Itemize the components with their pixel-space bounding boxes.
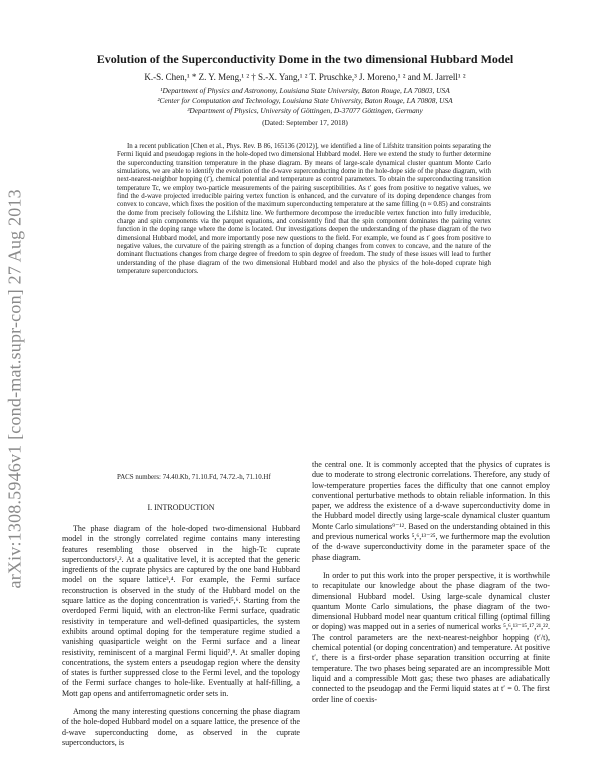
date-line: (Dated: September 17, 2018) xyxy=(262,118,348,127)
right-column xyxy=(312,460,550,705)
arxiv-sidebar xyxy=(2,189,28,590)
paper-title: Evolution of the Superconductivity Dome in the two dimensional Hubbard Model xyxy=(96,52,514,66)
left-column xyxy=(62,524,300,748)
intro-paragraph-4: In order to put this work into the proper perspective, it is worthwhile to recapitulate our knowledge about the phase diagram of the two-dimensional Hubbard model. Using large-scale dynamical cluster quantum Monte Carlo simulations, the phase diagram of the two-dimensional Hubbard model near quantum critical filling (optimal filling or doping) was mapped out in a series of numerical works ⁵,⁶,¹³⁻¹⁵,¹⁷,²¹,²². The control parameters are the next-nearest-neighbor hopping (t′/t), chemical potential (or doping concentration) and temperature. At positive t′, there is a first-order phase separation transition occurring at finite temperature. The two phases being separated are an incompressible Mott liquid and a compressible Mott gas; these two phases are adiabatically connected to the pseudogap and the Fermi liquid states at t′ = 0. The first order line of coexis- xyxy=(312,570,550,704)
intro-paragraph-3: the central one. It is commonly accepted that the physics of cuprates is due to moderate to strong electronic correlations. Therefore, any study of low-temperature properties faces the difficulty that one cannot employ conventional perturbative methods to obtain reliable information. In this paper, we address the existence of a d-wave superconductivity dome in the Hubbard model directly using large-scale dynamical cluster quantum Monte Carlo simulations⁹⁻¹². Based on the understanding obtained in this and previous numerical works ⁵,⁶,¹³⁻²⁵, we furthermore map the evolution of the d-wave superconductivity dome in the parameter space of the phase diagram. xyxy=(312,460,550,562)
intro-paragraph-1: The phase diagram of the hole-doped two-dimensional Hubbard model in the strongly correlated regime contains many interesting features resembling those observed in the high-Tc cuprate superconductors¹,². At a qualitative level, it is accepted that the generic ingredients of the cuprate physics are captured by the one band Hubbard model on the square lattice³,⁴. For example, the Fermi surface reconstruction is observed in the study of the Hubbard model on the square lattice as the doping concentration is varied⁵,⁶. Starting from the overdoped Fermi liquid, with an electron-like Fermi surface, quadratic resistivity in temperature and well-defined quasiparticles, the system exhibits around optimal doping for the temperature regime studied a vanishing quasiparticle weight on the Fermi surface and a linear resistivity, reminiscent of a marginal Fermi liquid⁷,⁸. At smaller doping concentrations, the system enters a pseudogap region where the density of states is further suppressed close to the Fermi level, and the topology of the Fermi surface changes to hole-like. Eventually at half-filling, a Mott gap opens and antiferromagnetic order sets in. xyxy=(62,524,300,698)
arxiv-identifier: arXiv:1308.5946v1 [cond-mat.supr-con] 27 Aug 2013 xyxy=(4,189,25,589)
section-heading-introduction: I. INTRODUCTION xyxy=(147,503,215,512)
affiliations xyxy=(60,86,550,116)
affiliation-2: ²Center for Computation and Technology, Louisiana State University, Baton Rouge, LA 70808, USA xyxy=(157,96,453,105)
abstract: In a recent publication [Chen et al., Phys. Rev. B 86, 165136 (2012)], we identified a line of Lifshitz transition points separating the Fermi liquid and pseudogap regions in the hole-doped two dimensional Hubbard model. Here we extend the study to further determine the superconducting transition temperature in the phase diagram. By means of large-scale dynamical cluster quantum Monte Carlo simulations, we are able to identify the evolution of the d-wave superconducting dome in the hole-dope side of the phase diagram, with next-nearest-neighbor hopping (t′), chemical potential and temperature as control parameters. To obtain the superconducting transition temperature Tc, we employ two-particle measurements of the pairing susceptibilities. As t′ goes from positive to negative values, we find the d-wave projected irreducible pairing vertex function is enhanced, and the curvature of its doping dependence changes from convex to concave, which fixes the position of the maximum superconducting temperature at the same filling (n ≈ 0.85) and constraints the dome from precisely following the Lifshitz line. We furthermore decompose the irreducible vertex function into fully irreducible, charge and spin components via the parquet equations, and consistently find that the spin component dominates the pairing vertex function in the doping range where the dome is located. Our investigations deepen the understanding of the phase diagram of the two dimensional Hubbard model, and more importantly pose new questions to the field. For example, we found as t′ goes from positive to negative values, the curvature of the pairing strength as a function of doping changes from convex to concave, and the nature of the dominant fluctuations changes from charge degree of freedom to spin degree of freedom. The study of these issues will lead to further understanding of the phase diagram of the two dimensional Hubbard model and also the physics of the hole-doped cuprate high temperature superconductors. xyxy=(117,143,491,276)
affiliation-3: ³Department of Physics, University of Göttingen, D-37077 Göttingen, Germany xyxy=(187,106,423,115)
intro-paragraph-2: Among the many interesting questions concerning the phase diagram of the hole-doped Hubbard model on a square lattice, the presence of the d-wave superconducting dome, as observed in the cuprate superconductors, is xyxy=(62,707,300,747)
affiliation-1: ¹Department of Physics and Astronomy, Louisiana State University, Baton Rouge, LA 70803, USA xyxy=(160,86,450,95)
author-list: K.-S. Chen,¹ * Z. Y. Meng,¹ ² † S.-X. Yang,¹ ² T. Pruschke,³ J. Moreno,¹ ² and M. Jarrell¹ ² xyxy=(144,72,466,82)
pacs-numbers: PACS numbers: 74.40.Kb, 71.10.Fd, 74.72.-h, 71.10.Hf xyxy=(117,474,271,481)
